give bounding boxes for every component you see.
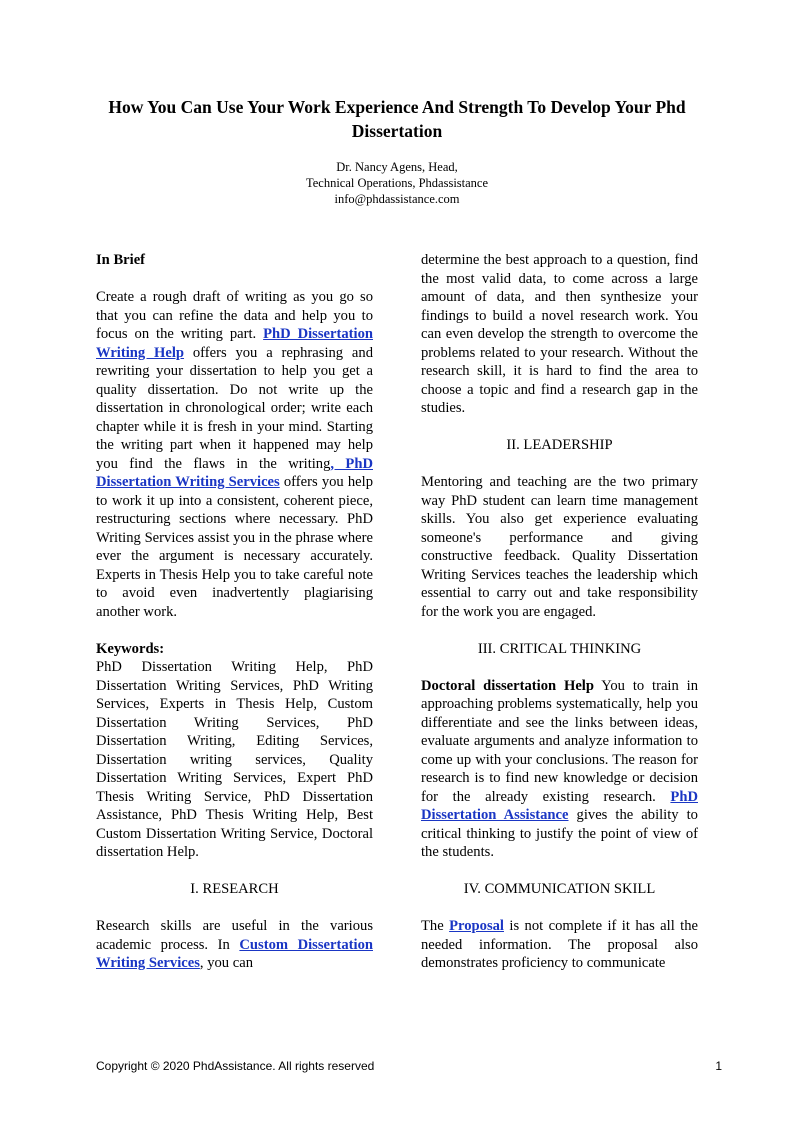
page-number: 1 xyxy=(715,1059,722,1073)
copyright-text: Copyright © 2020 PhdAssistance. All rights reserved xyxy=(96,1059,375,1073)
in-brief-heading: In Brief xyxy=(96,252,146,268)
author-affiliation: Technical Operations, Phdassistance xyxy=(305,176,489,190)
document-title: How You Can Use Your Work Experience And Strength To Develop Your Phd Dissertation xyxy=(108,97,686,141)
research-heading: I. RESEARCH xyxy=(190,881,279,897)
leadership-paragraph: Mentoring and teaching are the two primary way PhD student can learn time management skills. You also get experience evaluating someone's performance and giving constructive feedback. Quality Dissertation Writing Services teaches the leadership which essential to carry out and take responsibility for the work you are engaged. xyxy=(421,474,698,620)
phd-dissertation-assistance-link[interactable]: PhD Dissertation Assistance xyxy=(421,788,698,823)
leadership-heading: II. LEADERSHIP xyxy=(506,437,613,453)
author-email: info@phdassistance.com xyxy=(334,192,460,206)
keywords-heading: Keywords: xyxy=(96,640,165,657)
keywords-paragraph: PhD Dissertation Writing Help, PhD Dissertation Writing Services, PhD Writing Services, Experts in Thesis Help, Custom Dissertation Writing Services, PhD Dissertation Writing, Editing Services, Dissertation writing services, Quality Dissertation Writing Services, Expert PhD Thesis Writing Service, PhD Dissertation Assistance, PhD Thesis Writing Help, Best Custom Dissertation Writing Service, Doctoral dissertation Help. xyxy=(96,659,373,860)
custom-dissertation-writing-services-link[interactable]: Custom Dissertation Writing Services xyxy=(96,936,373,971)
right-column xyxy=(421,251,698,973)
proposal-link[interactable]: Proposal xyxy=(449,918,504,934)
research-paragraph: Research skills are useful in the various academic process. In Custom Dissertation Writing Services, you can xyxy=(96,918,373,971)
phd-dissertation-writing-help-link[interactable]: PhD Dissertation Writing Help xyxy=(96,326,373,361)
author-block xyxy=(96,159,698,207)
communication-skill-heading: IV. COMMUNICATION SKILL xyxy=(463,881,656,897)
critical-thinking-heading: III. CRITICAL THINKING xyxy=(477,640,642,657)
left-column xyxy=(96,251,373,973)
author-name: Dr. Nancy Agens, Head, xyxy=(336,160,458,174)
critical-thinking-paragraph: Doctoral dissertation Help You to train in approaching problems systematically, help you differentiate and see the links between ideas, evaluate arguments and analyze information to come up with your conclusions. The reason for research is to find new knowledge or decision for the already existing research. PhD Dissertation Assistance gives the ability to critical thinking to justify the point of view of the students. xyxy=(421,677,698,860)
research-continued-paragraph: determine the best approach to a question, find the most valid data, to come across a large amount of data, and then synthesize your findings to build a novel research work. You can even develop the strength to overcome the problems related to your research. Without the research skill, it is hard to find the area to choose a topic and find a research gap in the studies. xyxy=(421,252,698,416)
communication-paragraph: The Proposal is not complete if it has all the needed information. The proposal also demonstrates proficiency to communicate xyxy=(421,918,699,971)
in-brief-paragraph: Create a rough draft of writing as you go so that you can refine the data and help you to focus on the writing part. PhD Dissertation Writing Help offers you a rephrasing and rewriting your dissertation to help you get a quality dissertation. Do not write up the dissertation in chronological order; write each chapter while it is fresh in your mind. Starting the writing part when it happened may help you find the flaws in the writing, PhD Dissertation Writing Services offers you help to work it up into a consistent, coherent piece, restructuring sections where necessary. PhD Writing Services assist you in the phrase where ever the argument is necessary accurately. Experts in Thesis Help you to take careful note to avoid even inadvertently plagiarising another work. xyxy=(96,289,374,620)
phd-dissertation-writing-services-link[interactable]: , PhD Dissertation Writing Services xyxy=(96,455,373,490)
